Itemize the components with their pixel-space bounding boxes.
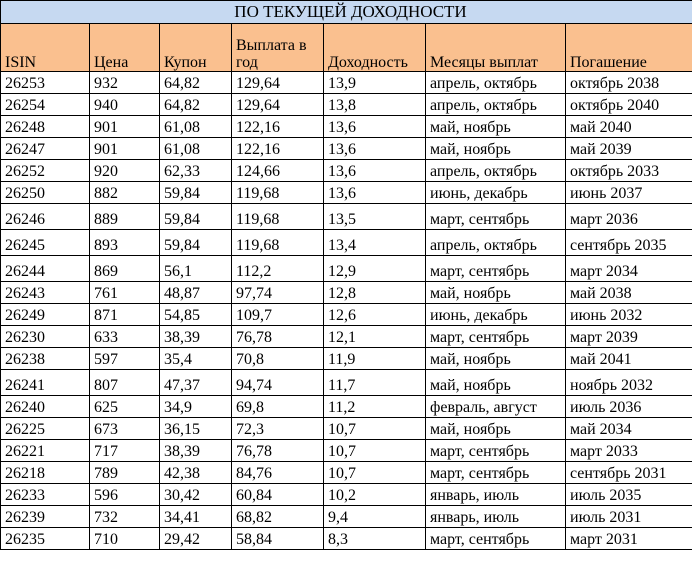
price-cell: 871 bbox=[90, 304, 160, 326]
coupon-cell: 48,87 bbox=[160, 282, 232, 304]
maturity-cell: март 2036 bbox=[566, 204, 692, 230]
payment-months-cell: март, сентябрь bbox=[426, 440, 566, 462]
isin-cell: 26240 bbox=[1, 396, 90, 418]
payment-months-cell: апрель, октябрь bbox=[426, 160, 566, 182]
yield-cell: 9,4 bbox=[324, 506, 426, 528]
maturity-cell: сентябрь 2035 bbox=[566, 230, 692, 256]
table-row bbox=[1, 418, 692, 440]
table-row bbox=[1, 484, 692, 506]
annual-payment-cell: 58,84 bbox=[232, 528, 324, 550]
price-cell: 932 bbox=[90, 72, 160, 94]
table-row bbox=[1, 138, 692, 160]
annual-payment-cell: 119,68 bbox=[232, 204, 324, 230]
price-cell: 717 bbox=[90, 440, 160, 462]
isin-cell: 26235 bbox=[1, 528, 90, 550]
coupon-cell: 56,1 bbox=[160, 256, 232, 282]
coupon-cell: 38,39 bbox=[160, 440, 232, 462]
payment-months-cell: май, ноябрь bbox=[426, 348, 566, 370]
table-row bbox=[1, 256, 692, 282]
table-row bbox=[1, 440, 692, 462]
table-row bbox=[1, 282, 692, 304]
yield-cell: 10,7 bbox=[324, 418, 426, 440]
yield-cell: 13,6 bbox=[324, 160, 426, 182]
coupon-cell: 61,08 bbox=[160, 116, 232, 138]
maturity-cell: май 2034 bbox=[566, 418, 692, 440]
price-cell: 597 bbox=[90, 348, 160, 370]
price-cell: 889 bbox=[90, 204, 160, 230]
coupon-cell: 38,39 bbox=[160, 326, 232, 348]
column-header-coupon: Купон bbox=[160, 24, 232, 72]
payment-months-cell: май, ноябрь bbox=[426, 282, 566, 304]
annual-payment-cell: 60,84 bbox=[232, 484, 324, 506]
payment-months-cell: апрель, октябрь bbox=[426, 94, 566, 116]
isin-cell: 26252 bbox=[1, 160, 90, 182]
isin-cell: 26249 bbox=[1, 304, 90, 326]
payment-months-cell: апрель, октябрь bbox=[426, 72, 566, 94]
coupon-cell: 42,38 bbox=[160, 462, 232, 484]
payment-months-cell: июнь, декабрь bbox=[426, 304, 566, 326]
price-cell: 869 bbox=[90, 256, 160, 282]
yield-cell: 12,6 bbox=[324, 304, 426, 326]
yield-cell: 10,7 bbox=[324, 462, 426, 484]
payment-months-cell: май, ноябрь bbox=[426, 370, 566, 396]
annual-payment-cell: 72,3 bbox=[232, 418, 324, 440]
annual-payment-cell: 70,8 bbox=[232, 348, 324, 370]
yield-cell: 11,2 bbox=[324, 396, 426, 418]
isin-cell: 26253 bbox=[1, 72, 90, 94]
table-row bbox=[1, 304, 692, 326]
payment-months-cell: март, сентябрь bbox=[426, 326, 566, 348]
maturity-cell: май 2038 bbox=[566, 282, 692, 304]
coupon-cell: 34,41 bbox=[160, 506, 232, 528]
coupon-cell: 29,42 bbox=[160, 528, 232, 550]
annual-payment-cell: 69,8 bbox=[232, 396, 324, 418]
price-cell: 940 bbox=[90, 94, 160, 116]
yield-cell: 13,6 bbox=[324, 182, 426, 204]
column-header-yield: Доходность bbox=[324, 24, 426, 72]
isin-cell: 26230 bbox=[1, 326, 90, 348]
annual-payment-cell: 68,82 bbox=[232, 506, 324, 528]
annual-payment-cell: 129,64 bbox=[232, 72, 324, 94]
price-cell: 901 bbox=[90, 116, 160, 138]
table-row bbox=[1, 204, 692, 230]
annual-payment-cell: 109,7 bbox=[232, 304, 324, 326]
maturity-cell: июль 2036 bbox=[566, 396, 692, 418]
yield-cell: 13,8 bbox=[324, 94, 426, 116]
coupon-cell: 54,85 bbox=[160, 304, 232, 326]
yield-cell: 11,7 bbox=[324, 370, 426, 396]
maturity-cell: май 2039 bbox=[566, 138, 692, 160]
table-row bbox=[1, 182, 692, 204]
column-header-annual-payment: Выплата в год bbox=[232, 24, 324, 72]
price-cell: 893 bbox=[90, 230, 160, 256]
isin-cell: 26248 bbox=[1, 116, 90, 138]
maturity-cell: март 2031 bbox=[566, 528, 692, 550]
table-body bbox=[1, 72, 692, 550]
isin-cell: 26246 bbox=[1, 204, 90, 230]
table-row bbox=[1, 230, 692, 256]
coupon-cell: 59,84 bbox=[160, 230, 232, 256]
yield-cell: 13,5 bbox=[324, 204, 426, 230]
table-row bbox=[1, 396, 692, 418]
isin-cell: 26239 bbox=[1, 506, 90, 528]
coupon-cell: 62,33 bbox=[160, 160, 232, 182]
yield-cell: 13,9 bbox=[324, 72, 426, 94]
annual-payment-cell: 97,74 bbox=[232, 282, 324, 304]
table-row bbox=[1, 160, 692, 182]
coupon-cell: 30,42 bbox=[160, 484, 232, 506]
isin-cell: 26241 bbox=[1, 370, 90, 396]
yield-cell: 13,4 bbox=[324, 230, 426, 256]
annual-payment-cell: 122,16 bbox=[232, 116, 324, 138]
maturity-cell: октябрь 2038 bbox=[566, 72, 692, 94]
price-cell: 673 bbox=[90, 418, 160, 440]
isin-cell: 26233 bbox=[1, 484, 90, 506]
isin-cell: 26245 bbox=[1, 230, 90, 256]
payment-months-cell: март, сентябрь bbox=[426, 256, 566, 282]
maturity-cell: июнь 2037 bbox=[566, 182, 692, 204]
column-header-payment-months: Месяцы выплат bbox=[426, 24, 566, 72]
annual-payment-cell: 76,78 bbox=[232, 326, 324, 348]
payment-months-cell: март, сентябрь bbox=[426, 204, 566, 230]
isin-cell: 26238 bbox=[1, 348, 90, 370]
payment-months-cell: март, сентябрь bbox=[426, 462, 566, 484]
table-row bbox=[1, 462, 692, 484]
maturity-cell: октябрь 2040 bbox=[566, 94, 692, 116]
maturity-cell: октябрь 2033 bbox=[566, 160, 692, 182]
isin-cell: 26244 bbox=[1, 256, 90, 282]
price-cell: 761 bbox=[90, 282, 160, 304]
table-row bbox=[1, 116, 692, 138]
column-header-price: Цена bbox=[90, 24, 160, 72]
price-cell: 807 bbox=[90, 370, 160, 396]
yield-cell: 11,9 bbox=[324, 348, 426, 370]
coupon-cell: 64,82 bbox=[160, 72, 232, 94]
maturity-cell: сентябрь 2031 bbox=[566, 462, 692, 484]
yield-cell: 12,1 bbox=[324, 326, 426, 348]
price-cell: 882 bbox=[90, 182, 160, 204]
payment-months-cell: май, ноябрь bbox=[426, 138, 566, 160]
table-row bbox=[1, 94, 692, 116]
yield-cell: 13,6 bbox=[324, 138, 426, 160]
coupon-cell: 47,37 bbox=[160, 370, 232, 396]
coupon-cell: 34,9 bbox=[160, 396, 232, 418]
maturity-cell: март 2033 bbox=[566, 440, 692, 462]
table-row bbox=[1, 348, 692, 370]
annual-payment-cell: 112,2 bbox=[232, 256, 324, 282]
table-title: ПО ТЕКУЩЕЙ ДОХОДНОСТИ bbox=[1, 1, 692, 24]
maturity-cell: ноябрь 2032 bbox=[566, 370, 692, 396]
payment-months-cell: март, сентябрь bbox=[426, 528, 566, 550]
payment-months-cell: апрель, октябрь bbox=[426, 230, 566, 256]
payment-months-cell: февраль, август bbox=[426, 396, 566, 418]
price-cell: 710 bbox=[90, 528, 160, 550]
payment-months-cell: июнь, декабрь bbox=[426, 182, 566, 204]
coupon-cell: 35,4 bbox=[160, 348, 232, 370]
payment-months-cell: май, ноябрь bbox=[426, 418, 566, 440]
maturity-cell: март 2034 bbox=[566, 256, 692, 282]
isin-cell: 26250 bbox=[1, 182, 90, 204]
price-cell: 596 bbox=[90, 484, 160, 506]
annual-payment-cell: 119,68 bbox=[232, 230, 324, 256]
isin-cell: 26221 bbox=[1, 440, 90, 462]
maturity-cell: июль 2031 bbox=[566, 506, 692, 528]
yield-cell: 10,2 bbox=[324, 484, 426, 506]
coupon-cell: 36,15 bbox=[160, 418, 232, 440]
yield-cell: 12,9 bbox=[324, 256, 426, 282]
isin-cell: 26243 bbox=[1, 282, 90, 304]
annual-payment-cell: 129,64 bbox=[232, 94, 324, 116]
isin-cell: 26225 bbox=[1, 418, 90, 440]
price-cell: 901 bbox=[90, 138, 160, 160]
column-header-maturity: Погашение bbox=[566, 24, 692, 72]
price-cell: 633 bbox=[90, 326, 160, 348]
table-row bbox=[1, 72, 692, 94]
payment-months-cell: май, ноябрь bbox=[426, 116, 566, 138]
annual-payment-cell: 94,74 bbox=[232, 370, 324, 396]
maturity-cell: май 2040 bbox=[566, 116, 692, 138]
coupon-cell: 64,82 bbox=[160, 94, 232, 116]
payment-months-cell: январь, июль bbox=[426, 506, 566, 528]
table-row bbox=[1, 506, 692, 528]
annual-payment-cell: 76,78 bbox=[232, 440, 324, 462]
table-row bbox=[1, 370, 692, 396]
yield-cell: 10,7 bbox=[324, 440, 426, 462]
maturity-cell: июнь 2032 bbox=[566, 304, 692, 326]
yield-cell: 13,6 bbox=[324, 116, 426, 138]
coupon-cell: 59,84 bbox=[160, 182, 232, 204]
coupon-cell: 59,84 bbox=[160, 204, 232, 230]
yield-cell: 8,3 bbox=[324, 528, 426, 550]
maturity-cell: май 2041 bbox=[566, 348, 692, 370]
title-row bbox=[1, 1, 692, 24]
isin-cell: 26247 bbox=[1, 138, 90, 160]
header-row bbox=[1, 24, 692, 72]
column-header-isin: ISIN bbox=[1, 24, 90, 72]
annual-payment-cell: 122,16 bbox=[232, 138, 324, 160]
annual-payment-cell: 124,66 bbox=[232, 160, 324, 182]
table-row bbox=[1, 326, 692, 348]
isin-cell: 26254 bbox=[1, 94, 90, 116]
price-cell: 625 bbox=[90, 396, 160, 418]
table-row bbox=[1, 528, 692, 550]
price-cell: 789 bbox=[90, 462, 160, 484]
isin-cell: 26218 bbox=[1, 462, 90, 484]
price-cell: 732 bbox=[90, 506, 160, 528]
maturity-cell: март 2039 bbox=[566, 326, 692, 348]
coupon-cell: 61,08 bbox=[160, 138, 232, 160]
payment-months-cell: январь, июль bbox=[426, 484, 566, 506]
annual-payment-cell: 84,76 bbox=[232, 462, 324, 484]
annual-payment-cell: 119,68 bbox=[232, 182, 324, 204]
yield-cell: 12,8 bbox=[324, 282, 426, 304]
price-cell: 920 bbox=[90, 160, 160, 182]
maturity-cell: июль 2035 bbox=[566, 484, 692, 506]
